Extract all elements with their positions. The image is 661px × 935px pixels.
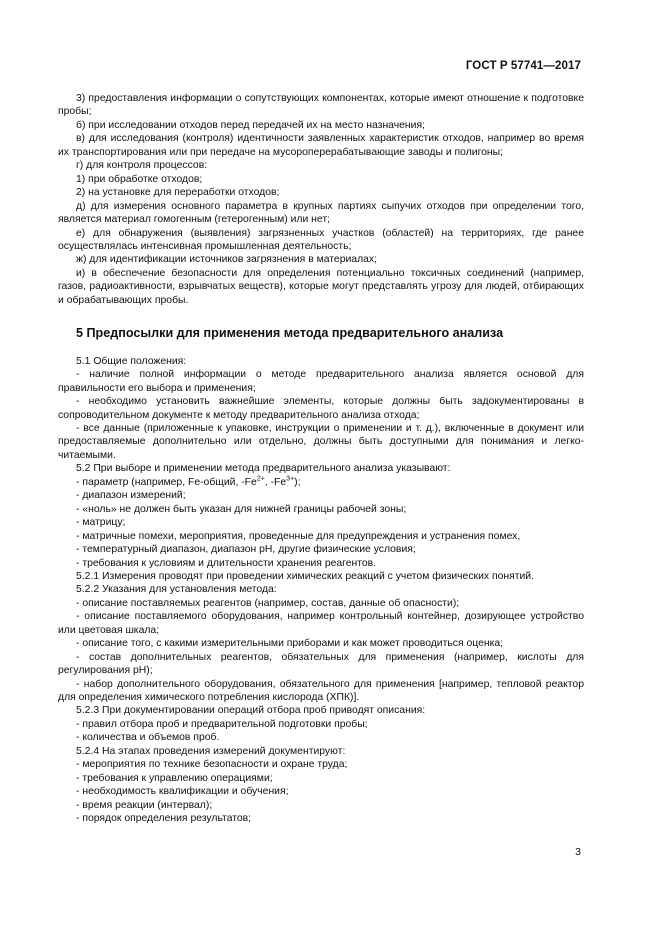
paragraph: 3) предоставления информации о сопутствующих компонентах, которые имеют отношение к подготовке пробы; — [58, 93, 584, 118]
paragraph: - матричные помехи, мероприятия, проведенные для предупреждения и устранения помех, — [76, 530, 521, 542]
paragraph: - все данные (приложенные к упаковке, инструкции о применении и т. д.), включенные в документ или предоставляемые дополнительно или отдельно, должны быть доступными для понимания и легко-читаемыми. — [58, 422, 584, 461]
section-title: 5 Предпосылки для применения метода предварительного анализа — [76, 326, 504, 341]
paragraph: 2) на установке для переработки отходов; — [76, 187, 280, 199]
paragraph: б) при исследовании отходов перед передачей их на место назначения; — [76, 119, 425, 131]
paragraph: - необходимость квалификации и обучения; — [76, 786, 289, 798]
paragraph: е) для обнаружения (выявления) загрязненных участков (областей) на территориях, где ранее осуществлялась интенсивная промышленная деятельность; — [58, 227, 584, 252]
paragraph: - состав дополнительных реагентов, обязательных для применения (например, кислоты для регулирования pH); — [58, 651, 584, 677]
param-mid: , -Fe — [264, 476, 287, 488]
param-text: - параметр (например, Fe-общий, -Fe — [76, 476, 257, 488]
paragraph: - диапазон измерений; — [76, 490, 186, 502]
paragraph: - описание того, с какими измерительными приборами и как может проводиться оценка; — [76, 638, 504, 650]
paragraph: - наличие полной информации о методе предварительного анализа является основой для правильности его выбора и применения; — [58, 369, 584, 394]
paragraph: 5.2.3 При документировании операций отбора проб приводят описания: — [76, 705, 426, 717]
standard-header: ГОСТ Р 57741—2017 — [465, 60, 581, 72]
fe3-superscript: 3+ — [286, 475, 295, 483]
paragraph: ж) для идентификации источников загрязнения в материалах; — [76, 254, 377, 266]
paragraph: 5.2.2 Указания для установления метода: — [76, 584, 277, 596]
paragraph: - требования к условиям и длительности хранения реагентов. — [76, 557, 377, 569]
param-end: ); — [294, 476, 301, 488]
paragraph: - «ноль» не должен быть указан для нижней границы рабочей зоны; — [76, 503, 407, 515]
paragraph: - требования к управлению операциями; — [76, 772, 273, 784]
paragraph: - мероприятия по технике безопасности и охране труда; — [76, 759, 348, 771]
paragraph: 5.2 При выборе и применении метода предварительного анализа указывают: — [76, 463, 451, 475]
paragraph: 1) при обработке отходов; — [76, 173, 203, 185]
paragraph: 5.1 Общие положения: — [76, 355, 187, 367]
paragraph: 5.2.4 На этапах проведения измерений документируют: — [76, 745, 346, 757]
paragraph: - описание поставляемых реагентов (например, состав, данные об опасности); — [76, 597, 460, 609]
paragraph: - правил отбора проб и предварительной подготовки пробы; — [76, 718, 368, 730]
paragraph: - необходимо установить важнейшие элементы, которые должны быть задокументированы в сопроводительном документе к методу предварительного анализа отхода; — [58, 396, 584, 421]
paragraph: и) в обеспечение безопасности для определения потенциально токсичных соединений (например, газов, радиоактивности, взрывчатых веществ), которые могут представлять угрозу для людей, отбирающих и обрабатывающих пробы. — [58, 267, 584, 306]
parameter-line — [58, 476, 584, 489]
paragraph: д) для измерения основного параметра в крупных партиях сыпучих отходов при определении того, является материал гомогенным (гетерогенным) или нет; — [58, 200, 584, 226]
paragraph: г) для контроля процессов: — [76, 160, 208, 172]
fe2-superscript: 2+ — [256, 475, 265, 483]
document-body — [58, 92, 584, 826]
paragraph: - температурный диапазон, диапазон pH, другие физические условия; — [76, 544, 416, 556]
paragraph: - набор дополнительного оборудования, обязательного для применения [например, тепловой реактор для определения химического потребления кислорода (ХПК)]. — [58, 678, 584, 704]
paragraph: - описание поставляемого оборудования, например контрольный контейнер, дозирующее устройство или цветовая шкала; — [58, 611, 584, 636]
paragraph: 5.2.1 Измерения проводят при проведении химических реакций с учетом физических понятий. — [76, 570, 534, 582]
page-number: 3 — [575, 846, 581, 858]
paragraph: в) для исследования (контроля) идентичности заявленных характеристик отходов, например во время их транспортирования или при передаче на мусороперерабатывающие заводы и полигоны; — [58, 133, 584, 158]
paragraph: - количества и объемов проб. — [76, 732, 220, 744]
paragraph: - матрицу; — [76, 517, 126, 529]
paragraph: - порядок определения результатов; — [76, 813, 252, 825]
paragraph: - время реакции (интервал); — [76, 799, 213, 811]
